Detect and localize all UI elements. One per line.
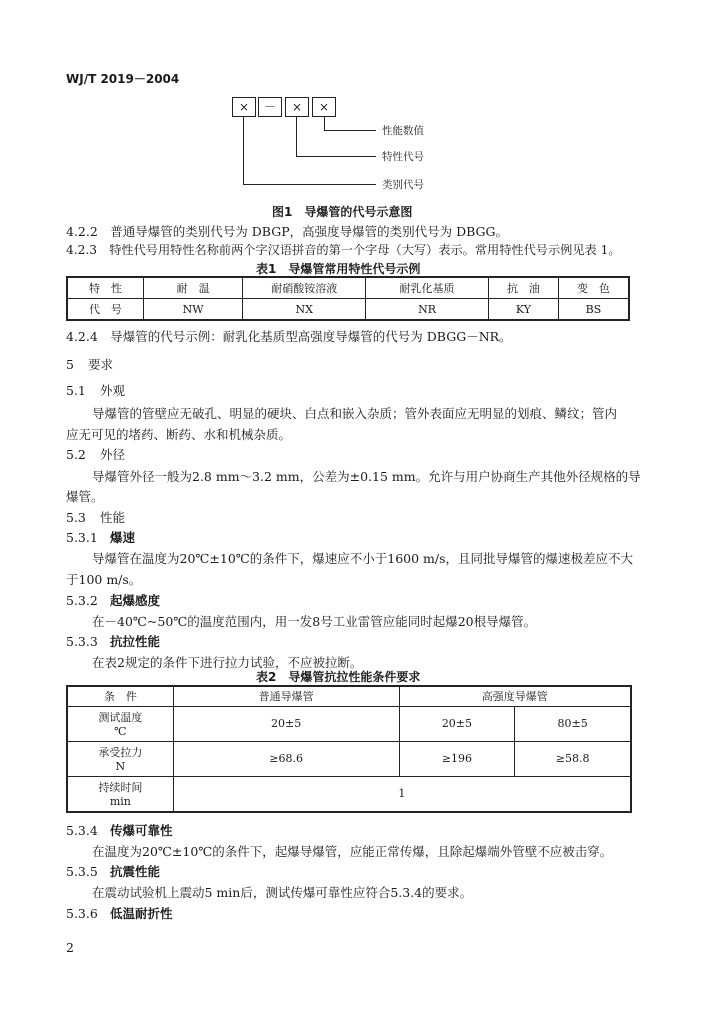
table-row: 特 性 耐 温 耐硝酸铵溶液 耐乳化基质 抗 油 变 色 (67, 277, 629, 299)
s51-body-1: 导爆管的管壁应无破孔、明显的硬块、白点和嵌入杂质；管外表面应无明显的划痕、鳞纹；管内 (92, 406, 618, 421)
page-number: 2 (66, 940, 74, 955)
label-category: 类别代号 (382, 179, 424, 191)
s52-body-2: 爆管。 (66, 489, 104, 504)
table-row: 测试温度 ℃ 20±5 20±5 80±5 (67, 706, 631, 741)
s51-body-2: 应无可见的堵药、断药、水和机械杂质。 (66, 427, 292, 442)
page-header: WJ/T 2019－2004 (66, 72, 180, 86)
figure-caption: 图1 导爆管的代号示意图 (272, 205, 413, 219)
code-box-2: × (285, 97, 309, 117)
table1-caption: 表1 导爆管常用特性代号示例 (256, 262, 421, 276)
section-5-1: 5.1 外观 (66, 383, 126, 398)
table2 (66, 685, 632, 813)
table-row: 持续时间 min 1 (67, 776, 631, 812)
section-5-3-5: 5.3.5 抗震性能 (66, 864, 161, 879)
s52-body-1: 导爆管外径一般为2.8 mm～3.2 mm，公差为±0.15 mm。允许与用户协商生产其他外径规格的导 (92, 469, 641, 484)
section-5-3-2: 5.3.2 起爆感度 (66, 593, 161, 608)
code-box-1: × (232, 97, 256, 117)
code-box-dash: － (258, 97, 282, 117)
s534-body: 在温度为20℃±10℃的条件下，起爆导爆管，应能正常传爆，且除起爆端外管壁不应被击穿。 (92, 844, 613, 859)
section-5-3: 5.3 性能 (66, 510, 126, 525)
s533-body: 在表2规定的条件下进行拉力试验，不应被拉断。 (92, 655, 363, 670)
section-5-3-6: 5.3.6 低温耐折性 (66, 906, 173, 921)
table2-caption: 表2 导爆管抗拉性能条件要求 (256, 670, 421, 684)
section-5-3-4: 5.3.4 传爆可靠性 (66, 823, 173, 838)
section-5-2: 5.2 外径 (66, 447, 126, 462)
table-row: 承受拉力 N ≥68.6 ≥196 ≥58.8 (67, 741, 631, 776)
table-row: 条 件 普通导爆管 高强度导爆管 (67, 686, 631, 706)
para-4-2-3: 4.2.3 特性代号用特性名称前两个字汉语拼音的第一个字母（大写）表示。常用特性代号示例见表 1。 (66, 243, 621, 257)
s535-body: 在震动试验机上震动5 min后，测试传爆可靠性应符合5.3.4的要求。 (92, 885, 473, 900)
section-5-3-3: 5.3.3 抗拉性能 (66, 634, 161, 649)
para-4-2-4: 4.2.4 导爆管的代号示例：耐乳化基质型高强度导爆管的代号为 DBGG－NR。 (66, 329, 512, 344)
s531-body-2: 于100 m/s。 (66, 572, 142, 587)
s531-body-1: 导爆管在温度为20℃±10℃的条件下，爆速应不小于1600 m/s，且同批导爆管的爆速极差应不大 (92, 551, 634, 566)
code-box-3: × (312, 97, 336, 117)
table1 (66, 276, 630, 321)
section-5-3-1: 5.3.1 爆速 (66, 530, 136, 545)
label-performance: 性能数值 (382, 125, 424, 137)
label-feature: 特性代号 (382, 151, 424, 163)
table-row: 代 号 NW NX NR KY BS (67, 299, 629, 321)
para-4-2-2: 4.2.2 普通导爆管的类别代号为 DBGP，高强度导爆管的类别代号为 DBGG。 (66, 224, 508, 239)
s532-body: 在－40℃~50℃的温度范围内，用一发8号工业雷管应能同时起爆20根导爆管。 (92, 614, 537, 629)
section-5: 5 要求 (66, 357, 114, 372)
